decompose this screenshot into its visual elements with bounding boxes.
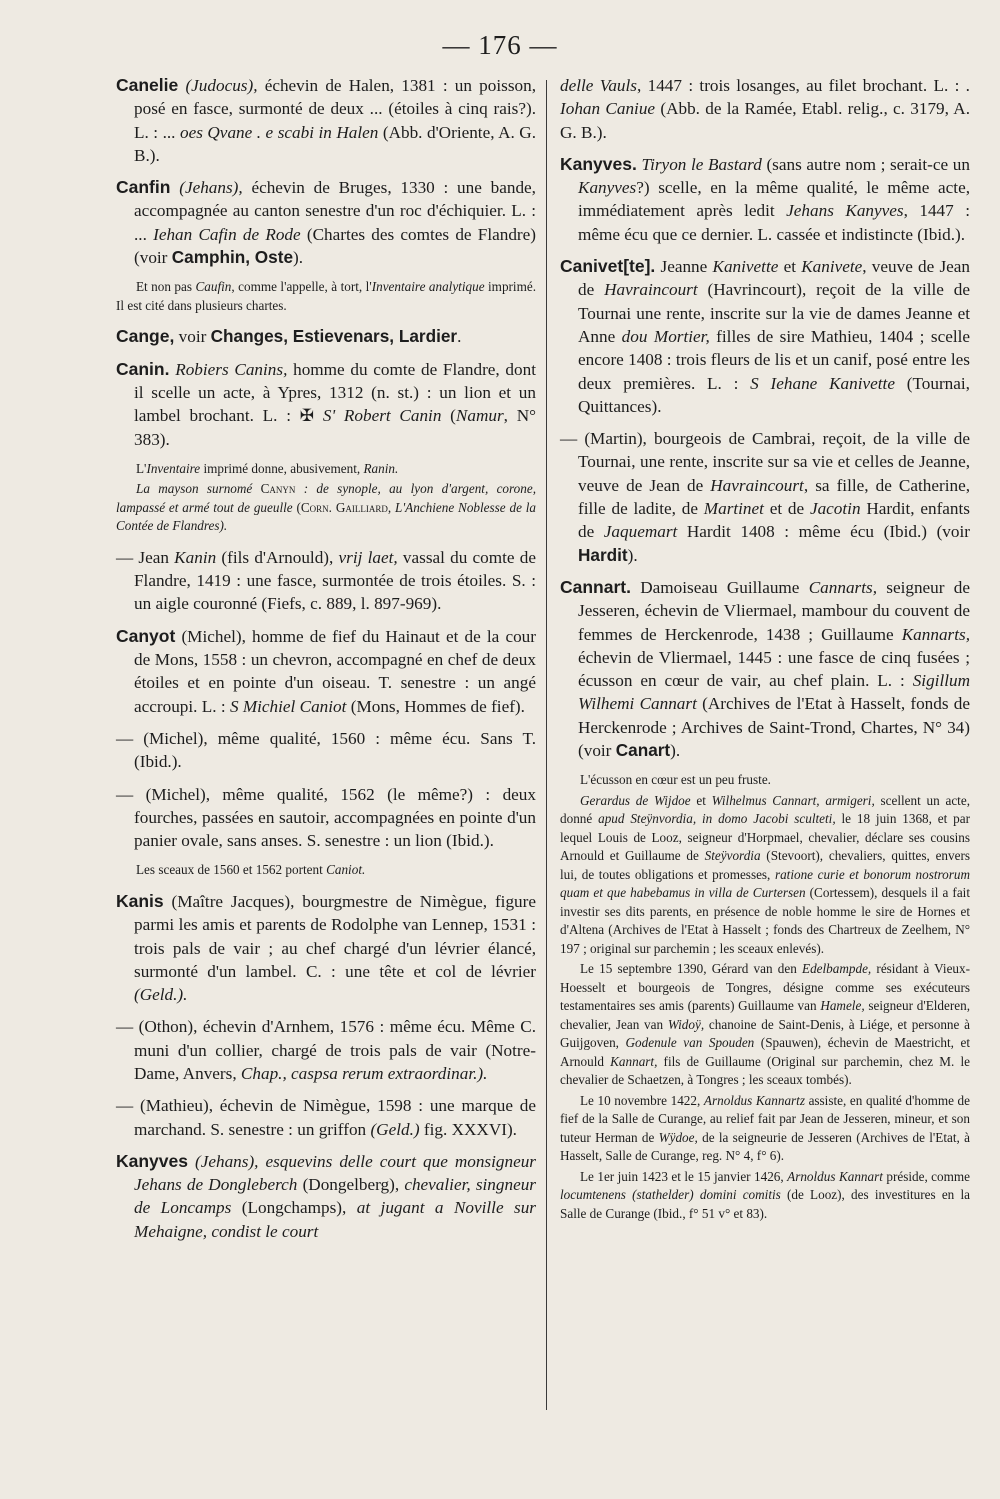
text: (Dongelberg), (297, 1175, 405, 1195)
entry-kanyves-tiryon (560, 153, 970, 246)
text: L'écusson en cœur est un peu fruste. (580, 772, 771, 788)
text-italic: at jugant a Noville sur Mehaigne, condist le court (134, 1198, 536, 1241)
text-italic: Arnoldus Kannart (787, 1168, 883, 1184)
entry-canivette (560, 255, 970, 418)
text: (Archives de l'Etat à Hasselt, fonds de Herckenrode ; Archives de Saint-Trond, Chartes, N° 34) (voir (578, 694, 970, 761)
text: de la seigneurie de Jesseren (Archives de l'Etat, à Hasselt, Salle de Curange, reg. N° 4, f° 6). (560, 1129, 970, 1164)
text-italic: S Michiel Caniot (229, 696, 347, 716)
text-italic: dou Mortier, (621, 326, 710, 346)
entry-headword: Kanis (116, 890, 164, 911)
text: (Cortessem), desquels il a fait investir ses dits parents, en présence de noble homme le sire de Hornes et d'Altena (Archives de l'Etat à Hasselt ; fonds des Chartreux de Zeelhem, N° 197 ; original sur parchemin ; les sceaux enlevés). (560, 885, 970, 956)
entry-kanyves-continued (560, 74, 970, 144)
text-italic: (Geld.). (134, 985, 188, 1005)
text: (de Looz), des investitures en la Salle de Curange (Ibid., f° 51 v° et 83). (560, 1187, 971, 1221)
text-italic: apud Steÿnvordia, in domo Jacobi sculteti, (598, 811, 836, 827)
text-italic: Steÿvordia (704, 848, 761, 864)
text-italic: Wÿdoe, (658, 1129, 698, 1145)
text: et (690, 792, 712, 808)
text-italic: Jacotin (809, 499, 861, 519)
text: échevin de Bruges, 1330 : une bande, accompagnée au canton senestre d'un roc d'échiquier. L. : ... (134, 178, 536, 244)
text: — (Othon), échevin d'Arnhem, 1576 : même écu. Même C. muni d'un collier, chargé de trois pals de vair (Notre-Dame, Anvers, (116, 1017, 536, 1083)
text: (fils d'Arnould), (216, 547, 339, 567)
text: — (Mathieu), échevin de Nimègue, 1598 : une marque de marchand. S. senestre : un griffon (116, 1096, 536, 1139)
text: ( (292, 499, 301, 515)
entry-canfin (116, 176, 536, 269)
cross-reference: Changes, Estievenars, Lardier (210, 326, 458, 347)
text-italic: Kanivette (712, 257, 779, 277)
text-italic: Robiers Canins, (169, 359, 288, 379)
text: ?) scelle, en la même qualité, le même acte, immédiatement après ledit (578, 178, 970, 221)
text: Hardit 1408 : même écu (Ibid.) (voir (677, 522, 970, 542)
cross-reference: Hardit (578, 544, 628, 565)
text-italic: Namur (455, 406, 504, 426)
text: (sans autre nom ; serait-ce un (761, 154, 970, 174)
text-italic: Hamele, (820, 998, 865, 1014)
text: fig. XXXVI). (419, 1119, 517, 1139)
entry-headword: Kanyves (116, 1150, 188, 1171)
text-smallcaps: Canyn (260, 481, 296, 497)
entry-kanis (116, 890, 536, 1006)
text: (Abb. de la Ramée, Etabl. relig., c. 3179, A. G. B.). (560, 99, 970, 142)
text: , 1447 : même écu que ce dernier. L. cassée et indistincte (Ibid.). (578, 201, 970, 244)
text: Hardit, enfants de (578, 499, 970, 542)
text-italic: Inventaire (146, 460, 201, 476)
entry-canyot (116, 625, 536, 718)
text: (Maître Jacques), bourgmestre de Nimègue, figure parmi les amis et parents de Rodolphe van Lennep, 1531 : trois pals de vair ; au chef chargé d'un lévrier élancé, surmonté d'un lambel. C. : une tête et col de lévrier (134, 891, 536, 981)
note-cannart-2 (560, 792, 970, 959)
text-italic: S Iehane Kanivette (750, 373, 895, 393)
text-italic: Gerardus de Wijdoe (580, 792, 691, 808)
entry-canin (116, 358, 536, 451)
text-italic: L'Anchiene Noblesse de la Contée de Flandres). (116, 499, 537, 534)
text: — (Michel), même qualité, 1562 (le même?) : deux fourches, passées en sautoir, accompagnées en pointe d'un panier ovale, sans anses. S. senestre : un lion (Ibid.). (116, 784, 536, 851)
entry-jean-kanin (116, 546, 536, 616)
text: homme du comte de Flandre, dont il scelle un acte, à Ypres, 1312 (n. st.) : un lion et un lambel brochant. L. : ✠ (134, 359, 536, 426)
text: et (778, 257, 802, 277)
entry-headword: Cange, (116, 326, 175, 347)
text: seigneur de Jesseren, échevin de Vliermael, mambour du couvent de femmes de Herckenrode, 1438 ; Guillaume (578, 577, 971, 644)
text-italic: oes Qvane . e scabi in Halen (179, 122, 379, 142)
text: assiste, en qualité d'homme de fief de la Salle de Curange, au relief fait par Jean de Jesseren, mineur, et son tuteur Herman de (560, 1092, 970, 1145)
text-italic: Inventaire analytique (371, 279, 485, 295)
text: . (457, 327, 462, 347)
left-column (116, 74, 536, 1252)
note-canin-1 (116, 460, 536, 479)
cross-reference: Camphin, Oste (171, 247, 294, 268)
entry-headword: Canyot (116, 625, 176, 646)
text-italic: Kannart, (610, 1053, 658, 1069)
entry-canelie (116, 74, 536, 167)
text-italic: (Jehans), esquevins delle court que monsigneur Jehans de Dongleberch (134, 1151, 536, 1195)
text-italic: Caniot. (326, 862, 366, 878)
entry-kanyves-jehans (116, 1150, 536, 1243)
text: Et non pas (136, 279, 196, 295)
entry-headword: Canin. (116, 358, 170, 379)
text-italic: Widoÿ, (667, 1016, 705, 1032)
text-italic: Havraincourt (604, 280, 698, 300)
text: ). (293, 248, 304, 268)
text: le 18 juin 1368, et par lequel Louis de Looz, seigneur d'Horpmael, chevalier, déclare ses cousins Arnould et Guillaume de (560, 811, 971, 864)
text: (Mons, Hommes de fief). (346, 696, 525, 716)
text: imprimé donne, abusivement, (200, 460, 364, 476)
text-italic: Arnoldus Kannartz (703, 1092, 805, 1108)
text-italic: Cannarts, (808, 577, 877, 597)
text: , sa fille, de Catherine, fille de ladite, de (578, 475, 970, 519)
entry-cange (116, 325, 536, 348)
text: Le 1er juin 1423 et le 15 janvier 1426, (580, 1168, 788, 1184)
text-italic: locumtenens (stathelder) domini comitis (560, 1187, 781, 1203)
text: et de (763, 499, 810, 519)
text: préside, comme (882, 1168, 971, 1184)
text: , N° 383). (134, 406, 536, 449)
text-italic: chevalier, singneur de Loncamps (134, 1175, 536, 1218)
text-italic: (Jehans), (170, 178, 243, 198)
text: — (Michel), même qualité, 1560 : même écu. Sans T. (Ibid.). (116, 728, 536, 772)
text: voir (174, 327, 211, 347)
text: (Tournai, Quittances). (578, 373, 970, 416)
text-italic: ratione curie et bonorum nostrorum quam et que habebamus in villa de Curtersen (560, 866, 971, 901)
text-italic: Jehans Kanyves (786, 201, 904, 221)
note-canfin (116, 278, 536, 315)
text-italic: Caufin (195, 279, 232, 295)
text: — (Martin), bourgeois de Cambrai, reçoit, de la ville de Tournai, une rente, inscrite sur sa vie et celles de Jeanne, veuve de Jean de (560, 429, 970, 495)
entry-mathieu (116, 1094, 536, 1141)
text: fils de Guillaume (Original sur parchemin, chez M. le chevalier de Schaetzen, à Tongres ; les sceaux tombés). (560, 1053, 970, 1088)
entry-headword: Kanyves. (560, 153, 637, 174)
text: scellent un acte, donné (560, 792, 970, 827)
text: , veuve de Jean de (578, 257, 971, 300)
text-italic: Iehan Cafin de Rode (153, 224, 301, 244)
text: chanoine de Saint-Denis, à Liége, et personne à Guijgoven, (560, 1016, 970, 1051)
text: , 1447 : trois losanges, au filet brochant. L. : . (636, 76, 970, 95)
text: ( (441, 406, 456, 426)
text: résidant à Vieux-Hoesselt et bourgeois de Tongres, désigne comme ses exécuteurs testamentaires ses amis (parents) Guillaume van (560, 961, 971, 1014)
text-smallcaps: Corn. (300, 499, 332, 515)
text-italic: S' Robert Canin (322, 406, 442, 426)
entry-cannart (560, 576, 970, 762)
entry-michel-1560 (116, 727, 536, 774)
text: (Havrincourt), reçoit de la ville de Tournai une rente, inscrite sur la vie de dames Jeanne et Anne (578, 280, 970, 346)
text: , comme l'appelle, à tort, l' (231, 279, 372, 295)
note-canyot (116, 861, 536, 880)
text: ). (627, 545, 638, 565)
entry-headword: Cannart. (560, 576, 631, 597)
text: seigneur d'Elderen, chevalier, Jean van (560, 998, 970, 1032)
text: — Jean (116, 547, 175, 567)
text: (Spauwen), échevin de Maestricht, et Arnould (560, 1035, 970, 1069)
text: imprimé. Il est cité dans plusieurs chartes. (116, 279, 537, 313)
text-italic: : de synople, au lyon d'argent, corone, lampassé et armé tout de gueulle (116, 481, 537, 515)
text: ). (670, 741, 681, 761)
entry-headword: Canelie (116, 75, 179, 95)
note-canin-2 (116, 480, 536, 536)
text-italic: Edelbampde, (802, 961, 872, 977)
note-cannart-3 (560, 960, 970, 1090)
page-number: — 176 — (442, 30, 558, 60)
entry-michel-1562 (116, 783, 536, 853)
text: Les sceaux de 1560 et 1562 portent (136, 862, 327, 878)
right-column (560, 74, 970, 1233)
text-italic: (Judocus), (178, 76, 258, 95)
text: vassal du comte de Flandre, 1419 : une fasce, surmontée de trois étoiles. S. : un aigle couronné (Fiefs, c. 889, l. 897-969). (134, 547, 536, 614)
text: échevin de Halen, 1381 : un poisson, posé en fasce, surmonté de deux ... (étoiles à cinq rais?). L. : ... (134, 76, 536, 142)
text: L' (136, 460, 147, 476)
text-italic: Ranin. (363, 460, 399, 476)
text: Jeanne (655, 257, 713, 277)
text-italic: (Geld.) (370, 1119, 420, 1139)
text-italic: Kanyves (578, 178, 637, 198)
text: (Michel), homme de fief du Hainaut et de la cour de Mons, 1558 : un chevron, accompagné en chef de deux étoiles et en pointe d'un oiseau. T. senestre : un angé accroupi. L. : (134, 626, 536, 716)
text-italic: Tiryon le Bastard (636, 154, 762, 174)
note-cannart-1 (560, 771, 970, 790)
text-italic: Kanivete (801, 257, 863, 277)
cross-reference: Canart (615, 740, 671, 761)
text: (Chartes des comtes de Flandre) (voir (134, 224, 536, 268)
note-cannart-4 (560, 1092, 970, 1166)
text-smallcaps: Gailliard (335, 499, 388, 515)
entry-othon (116, 1015, 536, 1085)
entry-martin (560, 427, 970, 567)
text: (Stevoort), chevaliers, quittes, envers lui, de toutes obligations et promesses, (560, 848, 970, 882)
text: Le 10 novembre 1422, (580, 1092, 704, 1108)
text-italic: Martinet (703, 499, 764, 519)
note-cannart-5 (560, 1168, 970, 1224)
text: Damoiseau Guillaume (630, 577, 809, 597)
text: , (387, 499, 395, 515)
entry-headword: Canivet[te]. (560, 256, 656, 277)
text-italic: Jaquemart (603, 522, 678, 542)
text: échevin de Vliermael, 1445 : une fasce de cinq fusées ; écusson en cœur de vair, au chef plain. L. : (578, 647, 970, 691)
text-italic: vrij laet, (338, 547, 398, 567)
text-italic: delle Vauls (560, 76, 637, 95)
text-italic: Kanin (174, 547, 217, 567)
text: (Longchamps), (231, 1198, 357, 1218)
text-italic: Sigillum Wilhemi Cannart (578, 671, 970, 714)
text-italic: Wilhelmus Cannart, armigeri, (711, 792, 875, 808)
text: Le 15 septembre 1390, Gérard van den (580, 961, 803, 977)
entry-headword: Canfin (116, 177, 171, 198)
text-italic: Godenule van Spouden (625, 1035, 755, 1051)
text: (Abb. d'Oriente, A. G. B.). (134, 122, 536, 165)
text-italic: Kannarts, (901, 624, 970, 644)
text-italic: Havraincourt (710, 475, 804, 495)
text: filles de sire Mathieu, 1404 ; scelle encore 1408 : trois fleurs de lis et un canif, posé entre les deux premières. L. : (578, 326, 971, 393)
text-italic: La mayson surnomé (136, 481, 261, 497)
text-italic: Iohan Caniue (560, 99, 656, 119)
column-divider (546, 80, 547, 1410)
text-italic: Chap., caspsa rerum extraordinar.). (240, 1064, 488, 1083)
